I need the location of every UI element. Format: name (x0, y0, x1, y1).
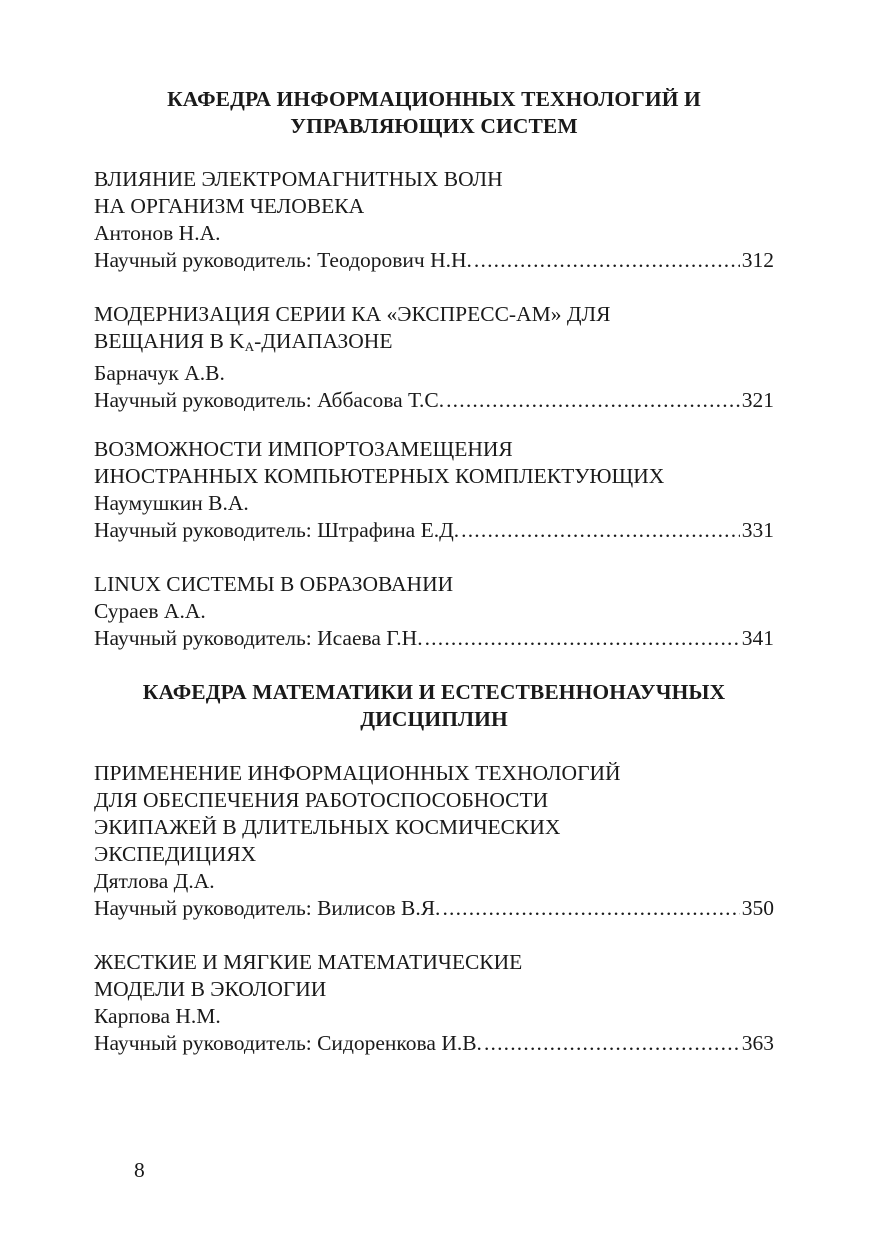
entry-author: Наумушкин В.А. (94, 491, 249, 515)
entry-supervisor: Научный руководитель: Штрафина Е.Д. (94, 518, 460, 542)
entry-author: Антонов Н.А. (94, 221, 221, 245)
entry-author: Карпова Н.М. (94, 1004, 221, 1028)
entry-title: МОДЕРНИЗАЦИЯ СЕРИИ КА «ЭКСПРЕСС-АМ» ДЛЯ (94, 302, 611, 326)
dot-leader (442, 895, 739, 922)
title-subscript: A (244, 339, 255, 354)
entry-supervisor: Научный руководитель: Сидоренкова И.В. (94, 1031, 482, 1055)
toc-entry (94, 949, 774, 1057)
dot-leader (474, 247, 740, 274)
dot-leader (425, 625, 740, 652)
entry-supervisor-line[interactable] (94, 517, 774, 544)
entry-author: Барначук А.В. (94, 361, 225, 385)
section-heading-it (94, 86, 774, 140)
toc-entry (94, 166, 774, 274)
entry-title: ДЛЯ ОБЕСПЕЧЕНИЯ РАБОТОСПОСОБНОСТИ (94, 788, 549, 812)
entry-title: ИНОСТРАННЫХ КОМПЬЮТЕРНЫХ КОМПЛЕКТУЮЩИХ (94, 464, 665, 488)
entry-page: 312 (741, 248, 774, 272)
section-heading-math (94, 679, 774, 733)
entry-title: ПРИМЕНЕНИЕ ИНФОРМАЦИОННЫХ ТЕХНОЛОГИЙ (94, 761, 621, 785)
entry-title: LINUX СИСТЕМЫ В ОБРАЗОВАНИИ (94, 572, 454, 596)
entry-title: МОДЕЛИ В ЭКОЛОГИИ (94, 977, 327, 1001)
entry-page: 350 (741, 896, 774, 920)
entry-supervisor: Научный руководитель: Аббасова Т.С. (94, 388, 445, 412)
entry-supervisor-line[interactable] (94, 625, 774, 652)
entry-title: ЭКСПЕДИЦИЯХ (94, 842, 257, 866)
entry-supervisor-line[interactable] (94, 1030, 774, 1057)
entry-title: ЭКИПАЖЕЙ В ДЛИТЕЛЬНЫХ КОСМИЧЕСКИХ (94, 815, 561, 839)
entry-title: ВОЗМОЖНОСТИ ИМПОРТОЗАМЕЩЕНИЯ (94, 437, 513, 461)
heading-line: КАФЕДРА МАТЕМАТИКИ И ЕСТЕСТВЕННОНАУЧНЫХ (142, 680, 726, 704)
entry-author: Сураев А.А. (94, 599, 206, 623)
toc-entry (94, 436, 774, 544)
entry-supervisor: Научный руководитель: Исаева Г.Н. (94, 626, 423, 650)
heading-line: УПРАВЛЯЮЩИХ СИСТЕМ (290, 114, 578, 138)
entry-title: ЖЕСТКИЕ И МЯГКИЕ МАТЕМАТИЧЕСКИЕ (94, 950, 523, 974)
entry-page: 341 (741, 626, 774, 650)
dot-leader (461, 517, 740, 544)
title-part: -ДИАПАЗОНЕ (254, 329, 393, 353)
page-number: 8 (134, 1158, 145, 1182)
title-part: ВЕЩАНИЯ В K (94, 329, 245, 353)
entry-author: Дятлова Д.А. (94, 869, 215, 893)
entry-title: НА ОРГАНИЗМ ЧЕЛОВЕКА (94, 194, 365, 218)
toc-entry (94, 301, 774, 414)
toc-entry (94, 571, 774, 652)
toc-entry (94, 760, 774, 922)
heading-line: КАФЕДРА ИНФОРМАЦИОННЫХ ТЕХНОЛОГИЙ И (167, 87, 701, 111)
entry-page: 363 (741, 1031, 774, 1055)
heading-line: ДИСЦИПЛИН (360, 707, 508, 731)
entry-title: ВЛИЯНИЕ ЭЛЕКТРОМАГНИТНЫХ ВОЛН (94, 167, 503, 191)
entry-supervisor: Научный руководитель: Теодорович Н.Н. (94, 248, 472, 272)
dot-leader (446, 387, 740, 414)
entry-supervisor-line[interactable] (94, 247, 774, 274)
entry-title (94, 328, 774, 360)
entry-supervisor-line[interactable] (94, 387, 774, 414)
entry-page: 321 (741, 388, 774, 412)
entry-supervisor-line[interactable] (94, 895, 774, 922)
dot-leader (484, 1030, 740, 1057)
entry-page: 331 (741, 518, 774, 542)
entry-supervisor: Научный руководитель: Вилисов В.Я. (94, 896, 441, 920)
